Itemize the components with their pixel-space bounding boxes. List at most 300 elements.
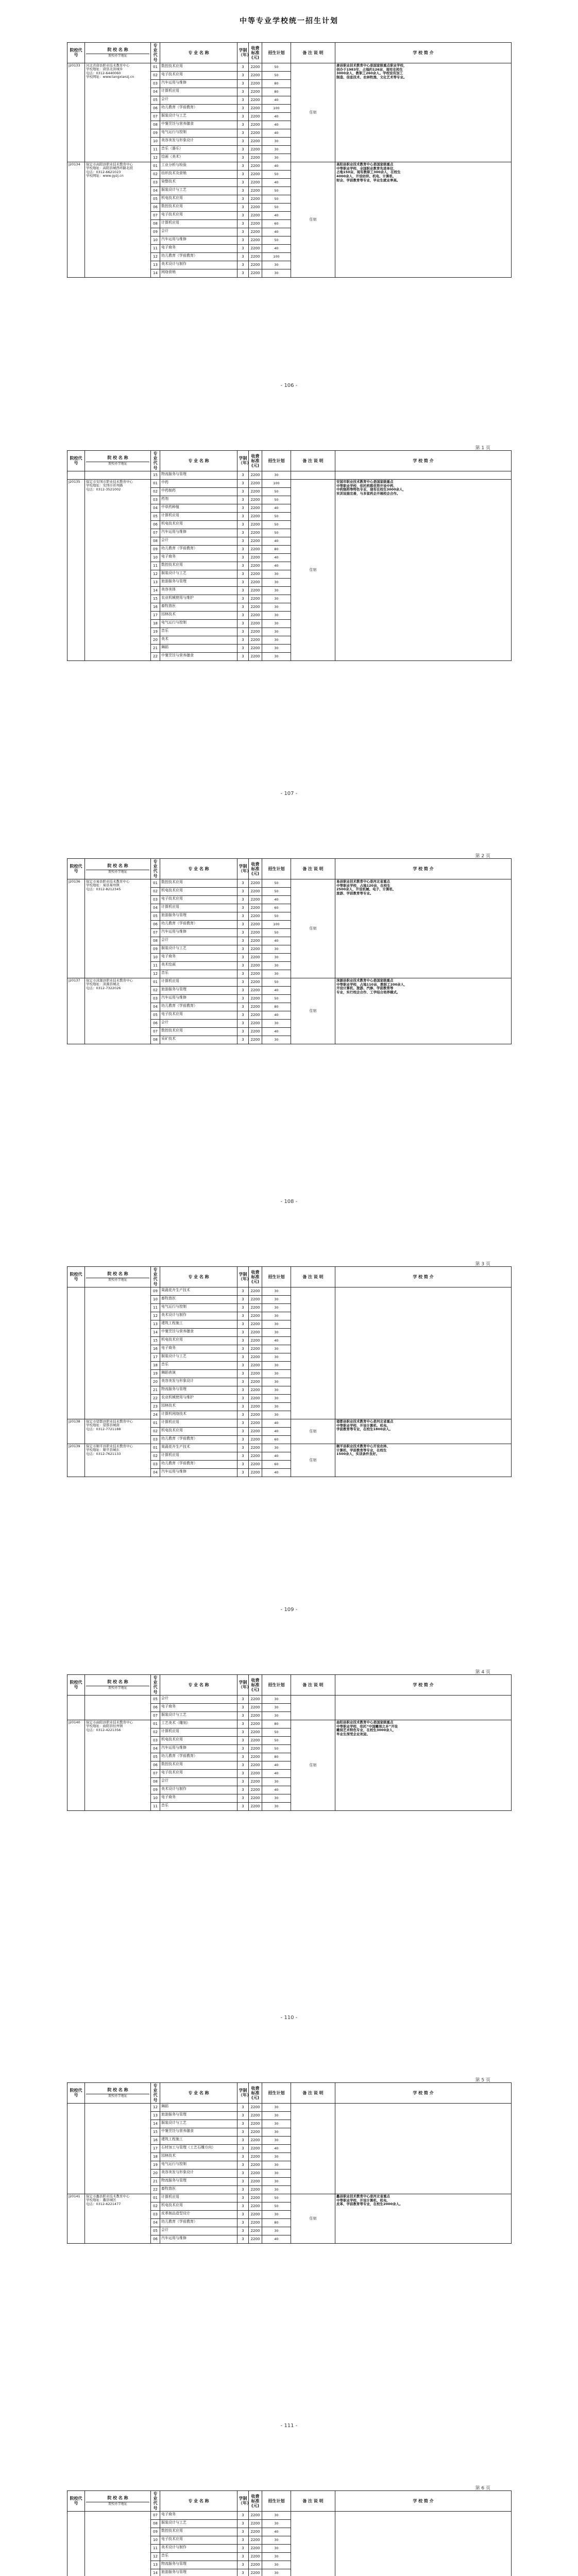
header-plan-text: 招生计划 bbox=[268, 1274, 285, 1279]
major-code: 09 bbox=[151, 2528, 160, 2536]
tuition-fee: 2200 bbox=[249, 2144, 262, 2153]
study-length: 3 bbox=[237, 1019, 249, 1027]
major-name: 美术设计与制作 bbox=[160, 1786, 237, 1794]
tuition-fee: 2200 bbox=[249, 1361, 262, 1369]
study-length: 3 bbox=[237, 2161, 249, 2169]
plan-count: 30 bbox=[262, 2552, 291, 2561]
major-code: 06 bbox=[151, 920, 160, 928]
plan-count: 80 bbox=[262, 79, 291, 88]
tuition-fee: 2200 bbox=[249, 496, 262, 504]
major-name: 机电技术应用 bbox=[160, 1736, 237, 1744]
tuition-fee: 2200 bbox=[249, 244, 262, 252]
tuition-fee: 2200 bbox=[249, 1753, 262, 1761]
school-info bbox=[85, 2194, 151, 2243]
school-row bbox=[67, 1444, 512, 1452]
intro-line: 专业，实行校企合作、工学结合培养模式。 bbox=[336, 990, 400, 995]
study-length: 3 bbox=[237, 1427, 249, 1435]
study-length: 3 bbox=[237, 595, 249, 603]
header-length-text: 学制（年） bbox=[239, 2496, 251, 2506]
header-major bbox=[160, 2083, 237, 2104]
study-length: 3 bbox=[237, 187, 249, 195]
major-code: 09 bbox=[151, 945, 160, 953]
major-name: 旅游服务与管理 bbox=[160, 578, 237, 586]
intro-line: 中等职业学校，依托“中国雕刻之乡”开设 bbox=[336, 1724, 398, 1728]
school-name: 保定市高阳县职业技术教育中心 bbox=[86, 162, 133, 166]
major-name: 汽车运用与维修 bbox=[160, 994, 237, 1003]
intro-line: 顺平县职业技术教育中心开设农林、 bbox=[336, 1444, 390, 1448]
header-mcode-text: 专业代号 bbox=[153, 2492, 158, 2511]
study-length: 3 bbox=[237, 154, 249, 162]
tuition-fee: 2200 bbox=[249, 953, 262, 961]
header-plan bbox=[262, 2083, 291, 2104]
school-info bbox=[85, 1419, 151, 1444]
major-name: 旅游服务与管理 bbox=[160, 2111, 237, 2120]
study-length: 3 bbox=[237, 1802, 249, 1810]
major-code: 04 bbox=[151, 1003, 160, 1011]
study-length: 3 bbox=[237, 269, 249, 277]
table-row bbox=[67, 2103, 512, 2111]
header-name bbox=[85, 1675, 151, 1696]
cell-code-continued bbox=[67, 471, 85, 479]
plan-count: 50 bbox=[262, 63, 291, 71]
study-length: 3 bbox=[237, 1320, 249, 1328]
study-length: 3 bbox=[237, 1303, 249, 1312]
plan-count: 30 bbox=[262, 2177, 291, 2185]
tuition-fee: 2200 bbox=[249, 512, 262, 520]
intro-line: 雕刻艺术特色专业，在校生3000余人， bbox=[336, 1728, 396, 1733]
major-name: 幼儿教育（学前教育） bbox=[160, 1435, 237, 1444]
major-name: 美术 bbox=[160, 636, 237, 644]
study-length: 3 bbox=[237, 2153, 249, 2161]
plan-count: 50 bbox=[262, 187, 291, 195]
major-code: 01 bbox=[151, 1444, 160, 1452]
tuition-fee: 2200 bbox=[249, 1460, 262, 1468]
school-intro bbox=[335, 1720, 512, 1810]
intro-line: 曲阳县职业技术教育中心是国家级重点 bbox=[336, 1720, 394, 1724]
major-code: 05 bbox=[151, 96, 160, 104]
major-name: 计算机应用 bbox=[160, 904, 237, 912]
school-detail: 电话：0312-6221477 bbox=[86, 2201, 121, 2206]
school-name: 保定市安国市职业技术教育中心 bbox=[86, 479, 133, 484]
study-length: 3 bbox=[237, 1468, 249, 1477]
major-code: 09 bbox=[151, 129, 160, 137]
major-code: 13 bbox=[151, 578, 160, 586]
study-length: 3 bbox=[237, 2235, 249, 2243]
school-detail: 电话：0312-4221356 bbox=[86, 1727, 121, 1732]
major-code: 02 bbox=[151, 487, 160, 496]
major-code: 09 bbox=[151, 1287, 160, 1295]
study-length: 3 bbox=[237, 1435, 249, 1444]
header-name bbox=[85, 859, 151, 879]
tuition-fee: 2200 bbox=[249, 2569, 262, 2576]
major-code: 17 bbox=[151, 2144, 160, 2153]
major-name: 电气运行与控制 bbox=[160, 2161, 237, 2169]
plan-count: 50 bbox=[262, 887, 291, 895]
study-length: 3 bbox=[237, 904, 249, 912]
study-length: 3 bbox=[237, 63, 249, 71]
tuition-fee: 2200 bbox=[249, 2235, 262, 2243]
page-number: - 109 - bbox=[280, 1607, 298, 1613]
major-name: 电子商务 bbox=[160, 553, 237, 562]
header-plan-text: 招生计划 bbox=[268, 866, 285, 871]
cell-remark-continued bbox=[291, 2511, 335, 2576]
plan-count: 50 bbox=[262, 1736, 291, 1744]
tuition-fee: 2200 bbox=[249, 1769, 262, 1777]
intro-line: 学前教育等专业，在校生1800余人。 bbox=[336, 1427, 393, 1432]
major-code: 06 bbox=[151, 520, 160, 529]
school-intro bbox=[335, 1444, 512, 1477]
major-code: 12 bbox=[151, 1312, 160, 1320]
major-code: 13 bbox=[151, 2561, 160, 2569]
school-row bbox=[67, 63, 512, 71]
major-name: 药剂 bbox=[160, 496, 237, 504]
study-length: 3 bbox=[237, 1353, 249, 1361]
major-name: 计算机应用 bbox=[160, 512, 237, 520]
school-detail: 学校网址：www.gyzj.cn bbox=[86, 174, 124, 178]
remark: 住宿 bbox=[291, 879, 335, 978]
study-length: 3 bbox=[237, 1720, 249, 1728]
remark: 住宿 bbox=[291, 1419, 335, 1444]
major-name: 音乐（器乐） bbox=[160, 145, 237, 154]
tuition-fee: 2200 bbox=[249, 603, 262, 611]
plan-count: 30 bbox=[262, 586, 291, 595]
tuition-fee: 2200 bbox=[249, 2136, 262, 2144]
header-name-sub: 院校办学地址 bbox=[86, 1278, 149, 1282]
intro-line: 开设计算机、旅游、汽修、学前教育等 bbox=[336, 986, 394, 991]
plan-count: 30 bbox=[262, 961, 291, 970]
header-code-text: 院校代号 bbox=[70, 1680, 82, 1690]
intro-line: 中药制药等特色专业，现有在校生3000余人， bbox=[336, 487, 406, 492]
header-row bbox=[67, 859, 512, 879]
major-code: 05 bbox=[151, 912, 160, 920]
major-name: 工业分析与检验 bbox=[160, 162, 237, 170]
major-name: 计算机应用 bbox=[160, 1419, 237, 1427]
major-name: 建筑工程施工 bbox=[160, 2136, 237, 2144]
major-name: 电子技术应用 bbox=[160, 1011, 237, 1019]
study-length: 3 bbox=[237, 1336, 249, 1345]
plan-count: 40 bbox=[262, 1027, 291, 1036]
header-length-text: 学制（年） bbox=[239, 2088, 251, 2098]
tuition-fee: 2200 bbox=[249, 586, 262, 595]
header-note bbox=[335, 859, 512, 879]
major-code: 10 bbox=[151, 1794, 160, 1802]
plan-count: 50 bbox=[262, 71, 291, 79]
page-label: 第 3 页 bbox=[475, 1262, 490, 1267]
plan-count: 40 bbox=[262, 1761, 291, 1769]
major-name: 幼儿教育（学前教育） bbox=[160, 920, 237, 928]
major-code: 09 bbox=[151, 1786, 160, 1794]
major-name: 机电技术应用 bbox=[160, 195, 237, 203]
major-code: 06 bbox=[151, 203, 160, 211]
major-code: 12 bbox=[151, 2103, 160, 2111]
major-name: 电气运行与控制 bbox=[160, 129, 237, 137]
tuition-fee: 2200 bbox=[249, 553, 262, 562]
major-name: 物流服务与管理 bbox=[160, 2561, 237, 2569]
major-code: 18 bbox=[151, 1361, 160, 1369]
school-detail: 电话：0312-3521002 bbox=[86, 487, 121, 492]
remark: 住宿 bbox=[291, 479, 335, 660]
plan-count: 40 bbox=[262, 1468, 291, 1477]
plan-count: 80 bbox=[262, 88, 291, 96]
header-remark bbox=[291, 43, 335, 63]
header-name-text: 院 校 名 称 bbox=[107, 2496, 128, 2501]
cell-note-continued bbox=[335, 1287, 512, 1419]
plan-count: 30 bbox=[262, 1703, 291, 1711]
remark: 住宿 bbox=[291, 1444, 335, 1477]
major-code: 03 bbox=[151, 79, 160, 88]
study-length: 3 bbox=[237, 203, 249, 211]
header-name-sub: 院校办学地址 bbox=[86, 2502, 149, 2506]
major-code: 05 bbox=[151, 512, 160, 520]
header-mcode bbox=[151, 43, 160, 63]
school-name: 河北省唐县职业技术教育中心 bbox=[86, 63, 130, 67]
major-code: 01 bbox=[151, 879, 160, 887]
major-name: 物流服务与管理 bbox=[160, 1386, 237, 1394]
intro-line: 旅游、学前教育等专业。 bbox=[336, 891, 373, 896]
header-major bbox=[160, 451, 237, 471]
plan-count: 30 bbox=[262, 1353, 291, 1361]
header-remark bbox=[291, 1675, 335, 1696]
school-info bbox=[85, 1720, 151, 1810]
intro-line: 皮革、学前教育等专业，在校生2000余人。 bbox=[336, 2202, 403, 2207]
major-name: 舞蹈表演 bbox=[160, 1369, 237, 1378]
header-code bbox=[67, 2083, 85, 2104]
plan-count: 50 bbox=[262, 879, 291, 887]
header-name bbox=[85, 451, 151, 471]
major-code: 07 bbox=[151, 928, 160, 937]
major-name: 中餐烹饪与营养膳食 bbox=[160, 121, 237, 129]
plan-count: 30 bbox=[262, 145, 291, 154]
tuition-fee: 2200 bbox=[249, 537, 262, 545]
header-code-text: 院校代号 bbox=[70, 864, 82, 874]
school-detail: 学校地址：望都县城南 bbox=[86, 1423, 120, 1428]
major-name: 美术设计与制作 bbox=[160, 2544, 237, 2552]
major-name: 中餐烹饪与营养膳食 bbox=[160, 652, 237, 660]
study-length: 3 bbox=[237, 252, 249, 261]
major-code: 13 bbox=[151, 2111, 160, 2120]
major-code: 08 bbox=[151, 2519, 160, 2528]
intro-line: 1500余人，实训条件良好。 bbox=[336, 1452, 380, 1456]
school-code: J20134 bbox=[67, 162, 85, 277]
study-length: 3 bbox=[237, 2528, 249, 2536]
tuition-fee: 2200 bbox=[249, 2103, 262, 2111]
tuition-fee: 2200 bbox=[249, 88, 262, 96]
study-length: 3 bbox=[237, 261, 249, 269]
major-code: 11 bbox=[151, 2544, 160, 2552]
intro-line: 4000余人，开设纺织、机电、计算机、 bbox=[336, 174, 396, 179]
major-code: 07 bbox=[151, 1769, 160, 1777]
plan-count: 40 bbox=[262, 178, 291, 187]
intro-line: 制造、信息技术、农林牧渔、文化艺术等专业。 bbox=[336, 75, 407, 80]
plan-count: 40 bbox=[262, 1452, 291, 1460]
major-code: 20 bbox=[151, 1378, 160, 1386]
plan-count: 40 bbox=[262, 112, 291, 121]
header-mcode-text: 专业代号 bbox=[153, 859, 158, 878]
tuition-fee: 2200 bbox=[249, 236, 262, 244]
tuition-fee: 2200 bbox=[249, 2153, 262, 2161]
study-length: 3 bbox=[237, 1027, 249, 1036]
tuition-fee: 2200 bbox=[249, 895, 262, 904]
major-code: 07 bbox=[151, 211, 160, 219]
tuition-fee: 2200 bbox=[249, 545, 262, 553]
tuition-fee: 2200 bbox=[249, 978, 262, 986]
page bbox=[0, 2040, 578, 2448]
major-code: 12 bbox=[151, 2552, 160, 2561]
major-name: 音乐 bbox=[160, 1361, 237, 1369]
header-plan bbox=[262, 451, 291, 471]
plan-count: 60 bbox=[262, 904, 291, 912]
plan-count: 40 bbox=[262, 1011, 291, 1019]
major-code: 03 bbox=[151, 2210, 160, 2218]
major-code: 06 bbox=[151, 1703, 160, 1711]
study-length: 3 bbox=[237, 496, 249, 504]
major-code: 01 bbox=[151, 978, 160, 986]
major-code: 06 bbox=[151, 1019, 160, 1027]
plan-count: 40 bbox=[262, 562, 291, 570]
major-name: 数控技术应用 bbox=[160, 879, 237, 887]
study-length: 3 bbox=[237, 2561, 249, 2569]
major-name: 采矿技术 bbox=[160, 1036, 237, 1044]
major-name: 电子技术应用 bbox=[160, 895, 237, 904]
major-name: 电子商务 bbox=[160, 1794, 237, 1802]
page-label: 第 4 页 bbox=[475, 1670, 490, 1675]
school-row bbox=[67, 1419, 512, 1427]
remark: 住宿 bbox=[291, 162, 335, 277]
study-length: 3 bbox=[237, 2120, 249, 2128]
major-name: 电子商务 bbox=[160, 1703, 237, 1711]
header-mcode-text: 专业代号 bbox=[153, 1267, 158, 1286]
header-name-sub: 院校办学地址 bbox=[86, 1686, 149, 1690]
table-row bbox=[67, 1695, 512, 1703]
study-length: 3 bbox=[237, 1312, 249, 1320]
header-mcode bbox=[151, 1267, 160, 1287]
school-detail: 学校地址：顺平县城东 bbox=[86, 1448, 120, 1452]
plan-count: 30 bbox=[262, 1361, 291, 1369]
major-code: 15 bbox=[151, 595, 160, 603]
major-code: 12 bbox=[151, 970, 160, 978]
major-code: 21 bbox=[151, 1386, 160, 1394]
major-name: 服装设计与工艺 bbox=[160, 112, 237, 121]
tuition-fee: 2200 bbox=[249, 970, 262, 978]
intro-line: 唐县职业技术教育中心是国家级重点职业学校， bbox=[336, 63, 407, 67]
intro-line: 实训设施完善，与多家药企开展校企合作。 bbox=[336, 492, 400, 496]
major-name: 染整技术 bbox=[160, 178, 237, 187]
plan-count: 50 bbox=[262, 195, 291, 203]
major-name: 畜牧兽医 bbox=[160, 603, 237, 611]
tuition-fee: 2200 bbox=[249, 170, 262, 178]
enrollment-table bbox=[67, 2082, 512, 2244]
page-number: - 107 - bbox=[280, 791, 298, 796]
plan-count: 30 bbox=[262, 1402, 291, 1411]
school-name: 保定市曲阳县职业技术教育中心 bbox=[86, 1720, 133, 1724]
intro-line: 中等职业学校，开设计算机、机电、 bbox=[336, 1423, 390, 1428]
intro-line: 安国市职业技术教育中心是国家级重点 bbox=[336, 479, 394, 484]
tuition-fee: 2200 bbox=[249, 79, 262, 88]
major-code: 15 bbox=[151, 1336, 160, 1345]
header-note-text: 学 校 简 介 bbox=[413, 1682, 434, 1687]
plan-count: 60 bbox=[262, 219, 291, 228]
plan-count: 40 bbox=[262, 162, 291, 170]
school-code: J20133 bbox=[67, 63, 85, 162]
major-code: 19 bbox=[151, 1369, 160, 1378]
school-detail: 电话：0312-6440060 bbox=[86, 71, 121, 75]
page-label: 第 1 页 bbox=[475, 446, 490, 451]
plan-count: 40 bbox=[262, 129, 291, 137]
header-length-text: 学制（年） bbox=[239, 1680, 251, 1690]
study-length: 3 bbox=[237, 1386, 249, 1394]
plan-count: 30 bbox=[262, 1802, 291, 1810]
major-code: 04 bbox=[151, 187, 160, 195]
plan-count: 50 bbox=[262, 512, 291, 520]
plan-count: 30 bbox=[262, 652, 291, 660]
header-mcode-text: 专业代号 bbox=[153, 451, 158, 470]
tuition-fee: 2200 bbox=[249, 2111, 262, 2120]
tuition-fee: 2200 bbox=[249, 912, 262, 920]
intro-line: 高阳县职业技术教育中心是国家级重点 bbox=[336, 162, 394, 166]
major-code: 17 bbox=[151, 611, 160, 619]
major-code: 11 bbox=[151, 244, 160, 252]
plan-count: 30 bbox=[262, 611, 291, 619]
header-length bbox=[237, 43, 249, 63]
tuition-fee: 2200 bbox=[249, 129, 262, 137]
study-length: 3 bbox=[237, 1736, 249, 1744]
tuition-fee: 2200 bbox=[249, 2544, 262, 2552]
header-remark-text: 备 注 说 明 bbox=[302, 2498, 324, 2503]
tuition-fee: 2200 bbox=[249, 1353, 262, 1361]
study-length: 3 bbox=[237, 953, 249, 961]
study-length: 3 bbox=[237, 2128, 249, 2136]
page-number: - 111 - bbox=[280, 2423, 298, 2429]
plan-count: 50 bbox=[262, 520, 291, 529]
major-name: 计算机应用 bbox=[160, 978, 237, 986]
study-length: 3 bbox=[237, 945, 249, 953]
major-name: 音乐 bbox=[160, 970, 237, 978]
plan-count: 30 bbox=[262, 2536, 291, 2544]
tuition-fee: 2200 bbox=[249, 203, 262, 211]
plan-count: 50 bbox=[262, 203, 291, 211]
plan-count: 80 bbox=[262, 1753, 291, 1761]
major-code: 10 bbox=[151, 137, 160, 145]
plan-count: 30 bbox=[262, 269, 291, 277]
study-length: 3 bbox=[237, 1761, 249, 1769]
header-plan-text: 招生计划 bbox=[268, 50, 285, 55]
tuition-fee: 2200 bbox=[249, 1336, 262, 1345]
header-code-text: 院校代号 bbox=[70, 48, 82, 58]
major-name: 服装设计与工艺 bbox=[160, 187, 237, 195]
school-name: 保定市顺平县职业技术教育中心 bbox=[86, 1444, 133, 1448]
study-length: 3 bbox=[237, 2536, 249, 2544]
study-length: 3 bbox=[237, 145, 249, 154]
study-length: 3 bbox=[237, 2169, 249, 2177]
major-code: 04 bbox=[151, 1468, 160, 1477]
school-intro bbox=[335, 1419, 512, 1444]
header-remark bbox=[291, 1267, 335, 1287]
plan-count: 30 bbox=[262, 1328, 291, 1336]
tuition-fee: 2200 bbox=[249, 1720, 262, 1728]
header-name bbox=[85, 2083, 151, 2104]
school-detail: 学校地址：安国市祁州路 bbox=[86, 483, 123, 488]
page-number: - 110 - bbox=[280, 2015, 298, 2021]
header-plan bbox=[262, 859, 291, 879]
plan-count: 50 bbox=[262, 236, 291, 244]
plan-count: 30 bbox=[262, 137, 291, 145]
plan-count: 40 bbox=[262, 537, 291, 545]
intro-line: 涞源县职业技术教育中心是国家级重点 bbox=[336, 978, 394, 982]
major-code: 23 bbox=[151, 1402, 160, 1411]
school-intro bbox=[335, 2194, 512, 2243]
study-length: 3 bbox=[237, 937, 249, 945]
study-length: 3 bbox=[237, 112, 249, 121]
